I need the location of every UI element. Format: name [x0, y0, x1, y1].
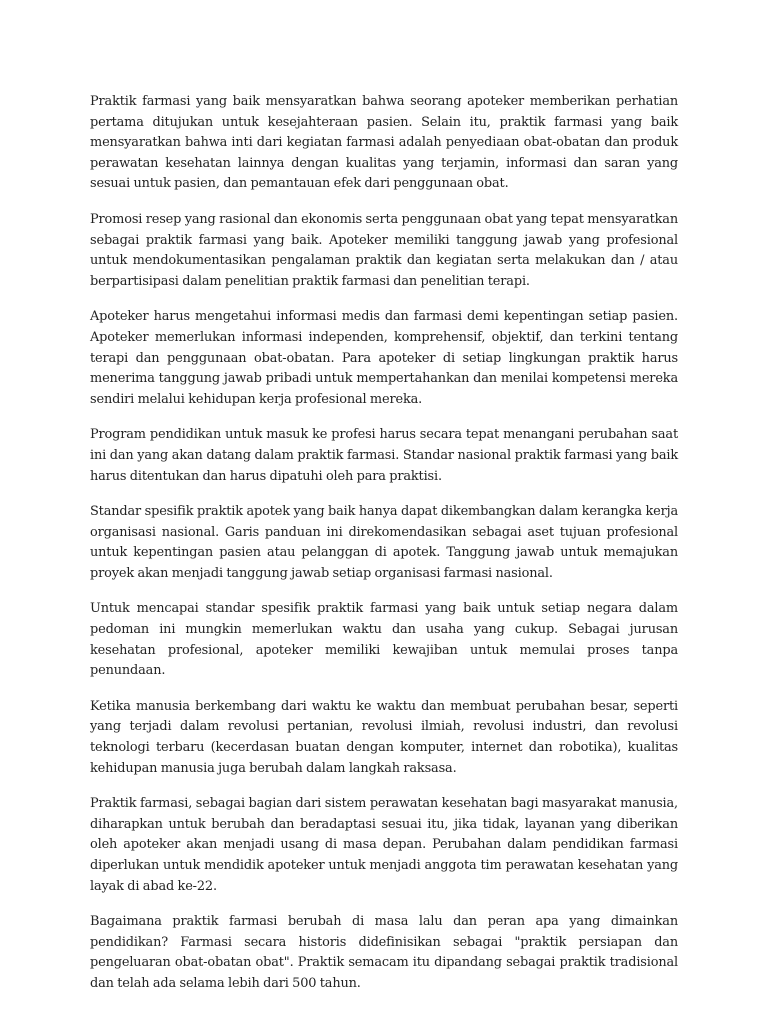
paragraph-8: Praktik farmasi, sebagai bagian dari sistem perawatan kesehatan bagi masyarakat manusia, diharapkan untuk berubah dan beradaptasi sesuai itu, jika tidak, layanan yang diberikan oleh apoteker akan menjadi usang di masa depan. Perubahan dalam pendidikan farmasi diperlukan untuk mendidik apoteker untuk menjadi anggota tim perawatan kesehatan yang layak di abad ke-22. [90, 796, 678, 894]
paragraph-6: Untuk mencapai standar spesifik praktik farmasi yang baik untuk setiap negara dalam pedoman ini mungkin memerlukan waktu dan usaha yang cukup. Sebagai jurusan kesehatan profesional, apoteker memiliki kewajiban untuk memulai proses tanpa penundaan. [90, 601, 678, 679]
paragraph-9: Bagaimana praktik farmasi berubah di masa lalu dan peran apa yang dimainkan pendidikan? Farmasi secara historis didefinisikan sebagai "praktik persiapan dan pengeluaran obat-obatan obat". Praktik semacam itu dipandang sebagai praktik tradisional dan telah ada selama lebih dari 500 tahun. [90, 914, 678, 991]
paragraph-4: Program pendidikan untuk masuk ke profesi harus secara tepat menangani perubahan saat ini dan yang akan datang dalam praktik farmasi. Standar nasional praktik farmasi yang baik harus ditentukan dan harus dipatuhi oleh para praktisi. [90, 427, 678, 484]
paragraph-5: Standar spesifik praktik apotek yang baik hanya dapat dikembangkan dalam kerangka kerja organisasi nasional. Garis panduan ini direkomendasikan sebagai aset tujuan profesional untuk kepentingan pasien atau pelanggan di apotek. Tanggung jawab untuk memajukan proyek akan menjadi tanggung jawab setiap organisasi farmasi nasional. [90, 504, 678, 581]
paragraph-7: Ketika manusia berkembang dari waktu ke waktu dan membuat perubahan besar, seperti yang terjadi dalam revolusi pertanian, revolusi ilmiah, revolusi industri, dan revolusi teknologi terbaru (kecerdasan buatan dengan komputer, internet dan robotika), kualitas kehidupan manusia juga berubah dalam langkah raksasa. [90, 698, 678, 776]
paragraph-3: Apoteker harus mengetahui informasi medis dan farmasi demi kepentingan setiap pasien. Apoteker memerlukan informasi independen, komprehensif, objektif, dan terkini tentang terapi dan penggunaan obat-obatan. Para apoteker di setiap lingkungan praktik harus menerima tanggung jawab pribadi untuk mempertahankan dan menilai kompetensi mereka sendiri melalui kehidupan kerja profesional mereka. [90, 309, 678, 407]
paragraph-1: Praktik farmasi yang baik mensyaratkan bahwa seorang apoteker memberikan perhatian pertama ditujukan untuk kesejahteraan pasien. Selain itu, praktik farmasi yang baik mensyaratkan bahwa inti dari kegiatan farmasi adalah penyediaan obat-obatan dan produk perawatan kesehatan lainnya dengan kualitas yang terjamin, informasi dan saran yang sesuai untuk pasien, dan pemantauan efek dari penggunaan obat. [90, 94, 678, 192]
paragraph-2: Promosi resep yang rasional dan ekonomis serta penggunaan obat yang tepat mensyaratkan sebagai praktik farmasi yang baik. Apoteker memiliki tanggung jawab yang profesional untuk mendokumentasikan pengalaman praktik dan kegiatan serta melakukan dan / atau berpartisipasi dalam penelitian praktik farmasi dan penelitian terapi. [90, 211, 678, 289]
